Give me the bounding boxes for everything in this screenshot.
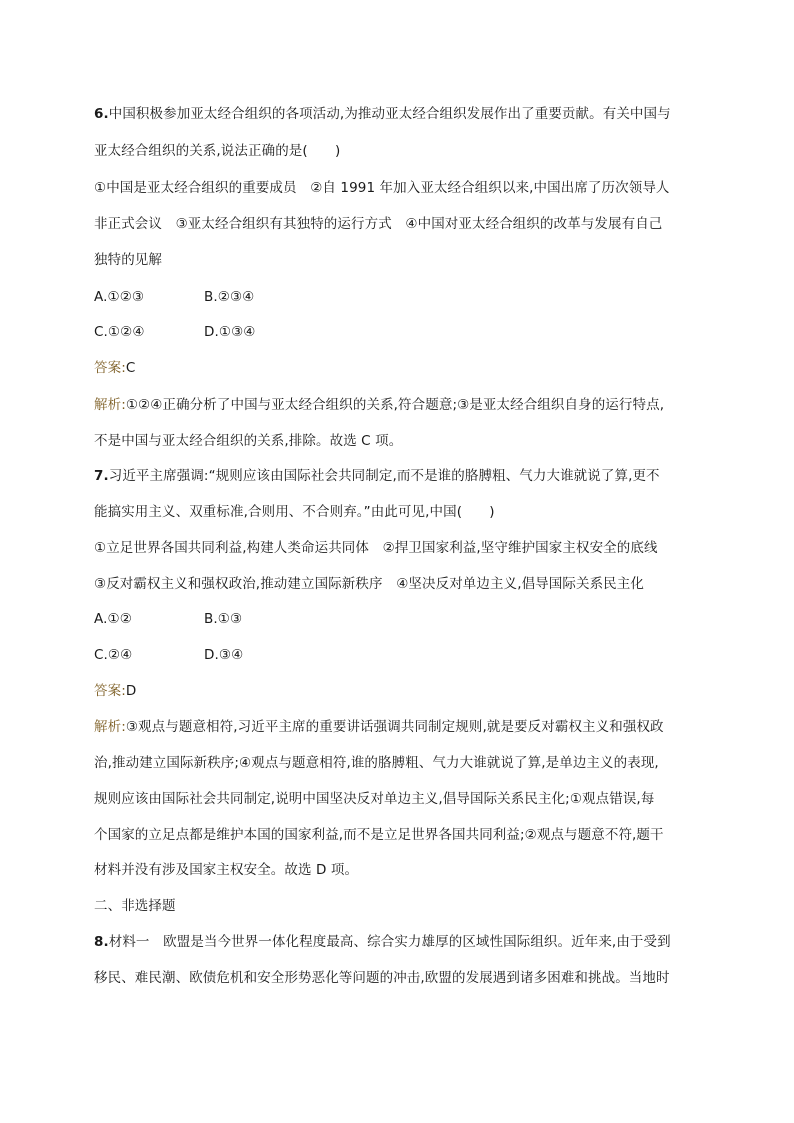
q6-number: 6. bbox=[94, 106, 109, 122]
q6-stem-line-1: 6.中国积极参加亚太经合组织的各项活动,为推动亚太经合组织发展作出了重要贡献。有关中国与 bbox=[94, 106, 671, 122]
q6-analysis-line-2: 不是中国与亚太经合组织的关系,排除。故选 C 项。 bbox=[94, 433, 403, 449]
q6-stem-line-2: 亚太经合组织的关系,说法正确的是( ) bbox=[94, 143, 341, 159]
q6-analysis-label: 解析: bbox=[94, 397, 126, 413]
q6-item-line-1: ①中国是亚太经合组织的重要成员 ②自 1991 年加入亚太经合组织以来,中国出席了历次领导人 bbox=[94, 180, 670, 196]
q7-item-line-2: ③反对霸权主义和强权政治,推动建立国际新秩序 ④坚决反对单边主义,倡导国际关系民主化 bbox=[94, 576, 644, 592]
q6-options-cd bbox=[94, 322, 256, 342]
q7-option-d: D.③④ bbox=[204, 647, 244, 663]
q6-options-ab bbox=[94, 287, 255, 307]
q7-number: 7. bbox=[94, 468, 109, 484]
q6-analysis-line-1: 解析:①②④正确分析了中国与亚太经合组织的关系,符合题意;③是亚太经合组织自身的运行特点, bbox=[94, 397, 665, 413]
q7-answer-label: 答案: bbox=[94, 683, 126, 699]
q7-analysis-line-3: 规则应该由国际社会共同制定,说明中国坚决反对单边主义,倡导国际关系民主化;①观点错误,每 bbox=[94, 791, 655, 807]
q6-option-b: B.②③④ bbox=[204, 289, 255, 305]
q7-analysis-line-5: 材料并没有涉及国家主权安全。故选 D 项。 bbox=[94, 862, 359, 878]
q6-answer-value: C bbox=[125, 360, 136, 376]
q6-item-line-2: 非正式会议 ③亚太经合组织有其独特的运行方式 ④中国对亚太经合组织的改革与发展有自己 bbox=[94, 216, 663, 232]
q7-stem-line-1: 7.习近平主席强调:“规则应该由国际社会共同制定,而不是谁的胳膊粗、气力大谁就说了算,更不 bbox=[94, 468, 660, 484]
q7-stem-line-2: 能搞实用主义、双重标准,合则用、不合则弃。”由此可见,中国( ) bbox=[94, 504, 495, 520]
q6-answer-label: 答案: bbox=[94, 360, 126, 376]
q7-analysis-label: 解析: bbox=[94, 719, 126, 735]
q7-answer-value: D bbox=[125, 683, 137, 699]
q7-answer bbox=[94, 681, 136, 701]
q7-analysis-line-1: 解析:③观点与题意相符,习近平主席的重要讲话强调共同制定规则,就是要反对霸权主义和强权政 bbox=[94, 719, 664, 735]
q7-options-cd bbox=[94, 645, 244, 665]
q8-material-line-1: 8.材料一 欧盟是当今世界一体化程度最高、综合实力雄厚的区域性国际组织。近年来,由于受到 bbox=[94, 934, 671, 950]
q8-number: 8. bbox=[94, 934, 109, 950]
q7-analysis-line-4: 个国家的立足点都是维护本国的国家利益,而不是立足世界各国共同利益;②观点与题意不符,题干 bbox=[94, 827, 664, 843]
q7-option-a: A.①② bbox=[94, 611, 132, 627]
q7-analysis-line-2: 治,推动建立国际新秩序;④观点与题意相符,谁的胳膊粗、气力大谁就说了算,是单边主义的表现, bbox=[94, 755, 659, 771]
q7-item-line-1: ①立足世界各国共同利益,构建人类命运共同体 ②捍卫国家利益,坚守维护国家主权安全的底线 bbox=[94, 540, 658, 556]
q7-option-c: C.②④ bbox=[94, 647, 133, 663]
q8-material-line-2: 移民、难民潮、欧债危机和安全形势恶化等问题的冲击,欧盟的发展遇到诸多困难和挑战。当地时 bbox=[94, 970, 670, 986]
q7-options-ab bbox=[94, 609, 243, 629]
q6-item-line-3: 独特的见解 bbox=[94, 252, 162, 268]
q6-option-a: A.①②③ bbox=[94, 289, 145, 305]
q6-option-c: C.①②④ bbox=[94, 324, 145, 340]
q6-answer bbox=[94, 358, 135, 378]
q7-option-b: B.①③ bbox=[204, 611, 243, 627]
q6-option-d: D.①③④ bbox=[204, 324, 256, 340]
section-title-non-choice: 二、非选择题 bbox=[94, 898, 176, 914]
